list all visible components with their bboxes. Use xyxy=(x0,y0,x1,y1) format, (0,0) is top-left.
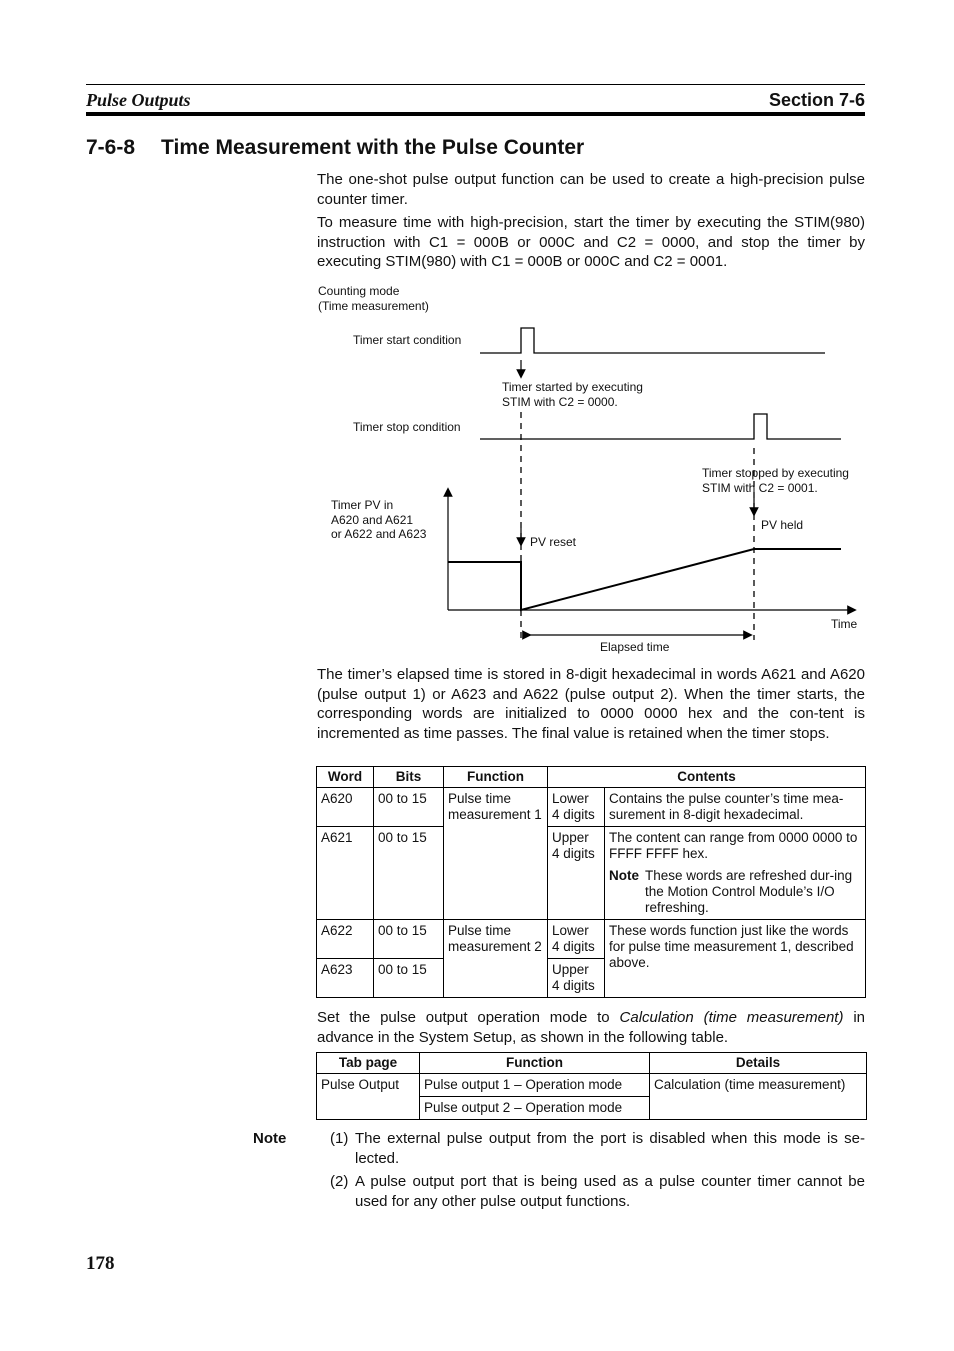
cell-contents: These words function just like the words for pulse time measurement 1, described above. xyxy=(605,920,866,998)
timer-stopped-label: Timer stopped by executing STIM with C2 = 0001. xyxy=(702,466,849,495)
pv-trace xyxy=(448,549,841,610)
note-item-number: (2) xyxy=(330,1173,349,1190)
page-number: 178 xyxy=(86,1253,115,1274)
stop-condition-label: Timer stop condition xyxy=(353,420,461,434)
note-item xyxy=(330,1172,865,1211)
column-header: Tab page xyxy=(317,1053,420,1074)
header-top-rule xyxy=(86,84,865,85)
column-header: Contents xyxy=(548,767,866,788)
page-title xyxy=(86,136,584,160)
pv-reset-label: PV reset xyxy=(530,535,577,549)
table-row xyxy=(317,920,866,959)
cell-note-text: These words are refreshed dur-ing the Motion Control Module’s I/O refreshing. xyxy=(645,868,853,915)
cell-function: Pulse time measurement 1 xyxy=(444,788,548,920)
intro-paragraph: The one-shot pulse output function can be used to create a high-precision pulse counter timer. xyxy=(317,171,865,208)
cell-details: Calculation (time measurement) xyxy=(650,1074,867,1120)
note-item-text: A pulse output port that is being used as a pulse counter timer cannot be used for any other pulse output functions. xyxy=(355,1173,865,1210)
time-axis-label: Time xyxy=(831,617,858,631)
cell-bits: 00 to 15 xyxy=(374,920,444,959)
cell-function: Pulse time measurement 2 xyxy=(444,920,548,998)
cell-note xyxy=(609,868,861,916)
note-item xyxy=(330,1129,865,1168)
cell-function: Pulse output 1 – Operation mode xyxy=(420,1074,650,1097)
pv-held-label: PV held xyxy=(761,518,804,532)
column-header: Word xyxy=(317,767,374,788)
stop-signal xyxy=(480,414,841,439)
setup-paragraph: Set the pulse output operation mode to Calculation (time measurement) in advance in the System Setup, as shown in the following table. xyxy=(317,1009,866,1046)
setup-table xyxy=(316,1052,867,1120)
table-row xyxy=(317,788,866,827)
cell-bits: 00 to 15 xyxy=(374,827,444,920)
cell-digits: Upper 4 digits xyxy=(548,959,605,998)
timer-started-label: Timer started by executing STIM with C2 = 0000. xyxy=(502,380,643,409)
cell-digits: Upper 4 digits xyxy=(548,827,605,920)
mode-name: Calculation (time measurement) xyxy=(619,1009,844,1026)
cell-word: A623 xyxy=(317,959,374,998)
cell-bits: 00 to 15 xyxy=(374,959,444,998)
column-header: Details xyxy=(650,1053,867,1074)
cell-tab-page: Pulse Output xyxy=(317,1074,420,1120)
table-header-row xyxy=(317,1053,867,1074)
elapsed-time-label: Elapsed time xyxy=(600,640,670,654)
start-condition-label: Timer start condition xyxy=(353,333,462,347)
cell-digits: Lower 4 digits xyxy=(548,788,605,827)
header-section-name: Pulse Outputs xyxy=(86,90,191,110)
header-bottom-rule xyxy=(86,112,865,116)
cell-digits: Lower 4 digits xyxy=(548,920,605,959)
column-header: Function xyxy=(444,767,548,788)
column-header: Bits xyxy=(374,767,444,788)
pv-axis-label: Timer PV in A620 and A621 or A622 and A623 xyxy=(331,498,427,541)
contents-range-text: The content can range from 0000 0000 to FFFF FFFF hex. xyxy=(609,830,858,861)
note-list xyxy=(330,1129,865,1215)
intro-text xyxy=(317,170,865,276)
cell-function: Pulse output 2 – Operation mode xyxy=(420,1097,650,1120)
header-section-number: Section 7-6 xyxy=(768,90,865,110)
note-item-number: (1) xyxy=(330,1130,349,1147)
note-label: Note xyxy=(253,1130,287,1147)
intro-paragraph: To measure time with high-precision, start the timer by executing the STIM(980) instruction with C1 = 000B or 000C and C2 = 0000, and stop the timer by executing STIM(980) with C1 = 000B or 000C and C2 = 0001. xyxy=(317,214,865,270)
cell-contents xyxy=(605,827,866,920)
diagram-mode-label: Counting mode (Time measurement) xyxy=(318,284,429,313)
title-text: Time Measurement with the Pulse Counter xyxy=(161,136,585,159)
cell-note-label: Note xyxy=(609,868,639,883)
cell-bits: 00 to 15 xyxy=(374,788,444,827)
column-header: Function xyxy=(420,1053,650,1074)
cell-word: A620 xyxy=(317,788,374,827)
table-row xyxy=(317,1074,867,1097)
title-number: 7-6-8 xyxy=(86,136,136,159)
table-header-row xyxy=(317,767,866,788)
cell-contents: Contains the pulse counter’s time mea-surement in 8-digit hexadecimal. xyxy=(605,788,866,827)
cell-word: A621 xyxy=(317,827,374,920)
start-signal xyxy=(480,328,825,353)
elapsed-time-paragraph: The timer’s elapsed time is stored in 8-digit hexadecimal in words A621 and A620 (pulse output 1) or A623 and A622 (pulse output 2). When the timer starts, the corresponding words are initialized to 0000 0000 hex and the con-tent is incremented as time passes. The final value is retained when the timer stops. xyxy=(317,666,865,742)
cell-word: A622 xyxy=(317,920,374,959)
table-row xyxy=(317,827,866,920)
note-item-text: The external pulse output from the port is disabled when this mode is se-lected. xyxy=(355,1130,865,1167)
word-table xyxy=(316,766,866,998)
